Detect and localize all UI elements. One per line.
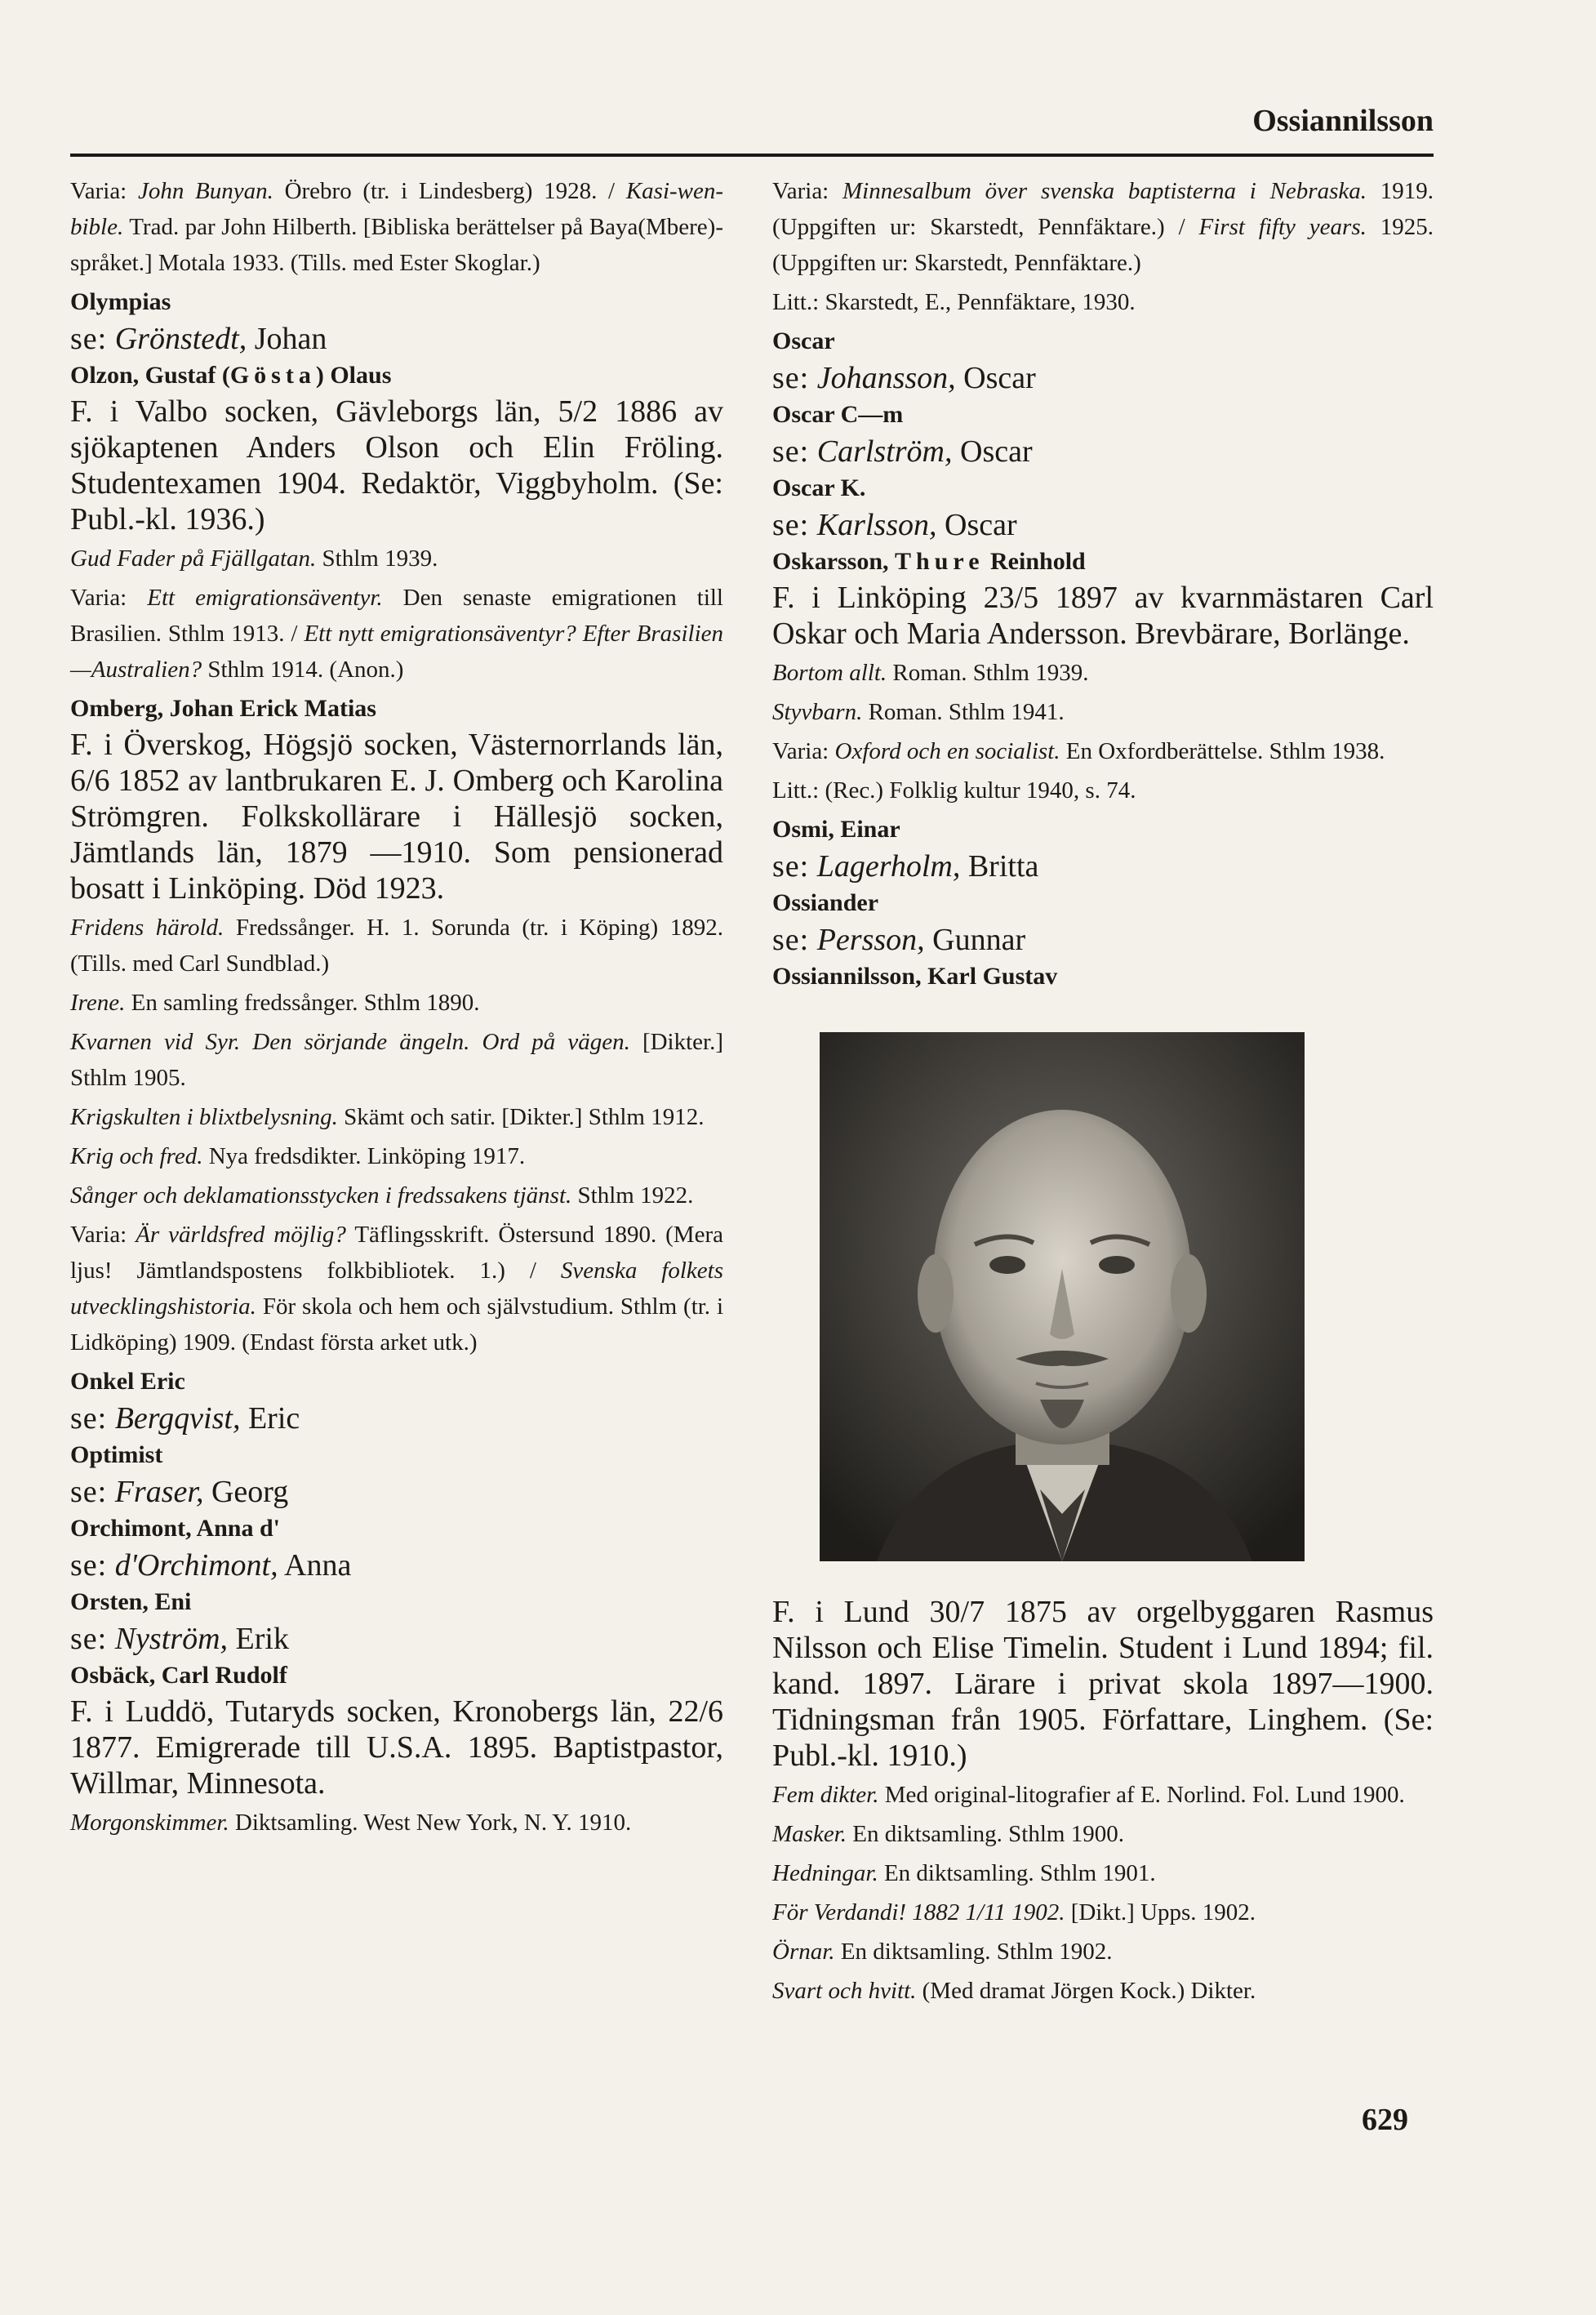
entry-osback-head: Osbäck, Carl Rudolf	[70, 1662, 287, 1689]
entry-omberg-varia: Varia: Är världsfred möjlig? Täflingsskrift. Östersund 1890. (Mera ljus! Jämtlandspostens folkbibliotek. 1.) / Svenska folkets utvecklingshistoria. För skola och hem och självstudium. Sthlm (tr. i Lidköping) 1909. (Endast första arket utk.)	[70, 1222, 724, 1356]
entry-oskarsson-work: Bortom allt. Roman. Sthlm 1939.	[772, 660, 1089, 686]
entry-omberg-head: Omberg, Johan Erick Matias	[70, 695, 376, 722]
entry-olympias-see: se: Grönstedt, Johan	[70, 322, 327, 356]
entry-olzon-varia: Varia: Ett emigrationsäventyr. Den senaste emigrationen till Brasilien. Sthlm 1913. / Ett nytt emigrationsäventyr? Efter Brasilien—Australien? Sthlm 1914. (Anon.)	[70, 585, 724, 683]
entry-oskarsson-bio: F. i Linköping 23/5 1897 av kvarnmästaren Carl Oskar och Maria Andersson. Brevbärare, Borlänge.	[772, 581, 1434, 651]
entry-ossiannilsson-work: Fem dikter. Med original-litografier af E. Norlind. Fol. Lund 1900.	[772, 1782, 1405, 1808]
entry-olzon-head: Olzon, Gustaf (Gösta) Olaus	[70, 362, 392, 389]
entry-oskarsson-head: Oskarsson, Thure Reinhold	[772, 548, 1086, 575]
entry-continued-litt: Litt.: Skarstedt, E., Pennfäktare, 1930.	[772, 289, 1136, 315]
entry-orsten-head: Orsten, Eni	[70, 1588, 192, 1615]
entry-omberg-work: Krigskulten i blixtbelysning. Skämt och satir. [Dikter.] Sthlm 1912.	[70, 1104, 705, 1130]
entry-ossiannilsson-work: Örnar. En diktsamling. Sthlm 1902.	[772, 1939, 1113, 1965]
left-column	[70, 173, 723, 1844]
portrait-photo	[820, 1032, 1305, 1561]
entry-bunyan-works: Varia: John Bunyan. Örebro (tr. i Lindesberg) 1928. / Kasi-wen-bible. Trad. par John Hilberth. [Bibliska berättelser på Baya(Mbere)-språket.] Motala 1933. (Tills. med Ester Skoglar.)	[70, 178, 724, 276]
entry-ossiander-see: se: Persson, Gunnar	[772, 923, 1026, 957]
entry-osmi-head: Osmi, Einar	[772, 816, 900, 843]
entry-onkel-see: se: Bergqvist, Eric	[70, 1401, 300, 1436]
entry-osmi-see: se: Lagerholm, Britta	[772, 849, 1039, 884]
entry-oscar-cm-head: Oscar C—m	[772, 401, 904, 428]
entry-olzon-bio: F. i Valbo socken, Gävleborgs län, 5/2 1886 av sjökaptenen Anders Olson och Elin Fröling. Studentexamen 1904. Redaktör, Viggbyholm. (Se: Publ.-kl. 1936.)	[70, 394, 723, 536]
entry-ossiannilsson-bio: F. i Lund 30/7 1875 av orgelbyggaren Rasmus Nilsson och Elise Timelin. Student i Lund 1894; fil. kand. 1897. Lärare i privat skola 1897—1900. Tidningsman från 1905. Författare, Linghem. (Se: Publ.-kl. 1910.)	[772, 1595, 1434, 1773]
entry-ossiannilsson-work: För Verdandi! 1882 1/11 1902. [Dikt.] Upps. 1902.	[772, 1899, 1256, 1925]
entry-osback-work: Morgonskimmer. Diktsamling. West New York, N. Y. 1910.	[70, 1810, 632, 1836]
entry-oskarsson-work: Styvbarn. Roman. Sthlm 1941.	[772, 699, 1065, 725]
entry-optimist-see: se: Fraser, Georg	[70, 1475, 289, 1509]
entry-ossiannilsson-work: Masker. En diktsamling. Sthlm 1900.	[772, 1821, 1124, 1847]
entry-optimist-head: Optimist	[70, 1441, 163, 1468]
running-header	[70, 103, 1434, 158]
page-number: 629	[1362, 2103, 1408, 2137]
entry-oscar-k-see: se: Karlsson, Oscar	[772, 508, 1017, 542]
entry-oscar-k-head: Oscar K.	[772, 474, 866, 501]
entry-orchimont-head: Orchimont, Anna d'	[70, 1515, 281, 1542]
entry-oscar-see: se: Johansson, Oscar	[772, 361, 1036, 395]
entry-onkel-head: Onkel Eric	[70, 1368, 185, 1395]
right-column	[772, 173, 1434, 2012]
entry-ossiannilsson-work: Hedningar. En diktsamling. Sthlm 1901.	[772, 1860, 1156, 1886]
header-rule	[70, 154, 1434, 157]
running-title: Ossiannilsson	[1252, 104, 1434, 138]
entry-orsten-see: se: Nyström, Erik	[70, 1622, 289, 1656]
entry-olzon-work: Gud Fader på Fjällgatan. Sthlm 1939.	[70, 545, 438, 572]
entry-olympias-head: Olympias	[70, 288, 171, 315]
entry-osback-bio: F. i Luddö, Tutaryds socken, Kronobergs län, 22/6 1877. Emigrerade till U.S.A. 1895. Baptistpastor, Willmar, Minnesota.	[70, 1694, 723, 1801]
entry-ossiander-head: Ossiander	[772, 889, 879, 916]
entry-oscar-cm-see: se: Carlström, Oscar	[772, 434, 1033, 469]
entry-oskarsson-varia: Varia: Oxford och en socialist. En Oxfordberättelse. Sthlm 1938.	[772, 738, 1385, 764]
entry-oscar-head: Oscar	[772, 327, 835, 354]
entry-omberg-work: Fridens härold. Fredssånger. H. 1. Sorunda (tr. i Köping) 1892. (Tills. med Carl Sundblad.)	[70, 915, 723, 977]
entry-omberg-work: Irene. En samling fredssånger. Sthlm 1890.	[70, 990, 480, 1016]
entry-omberg-work: Sånger och deklamationsstycken i fredssakens tjänst. Sthlm 1922.	[70, 1182, 694, 1209]
entry-orchimont-see: se: d'Orchimont, Anna	[70, 1548, 352, 1583]
entry-omberg-work: Kvarnen vid Syr. Den sörjande ängeln. Ord på vägen. [Dikter.] Sthlm 1905.	[70, 1029, 723, 1091]
entry-ossiannilsson-head: Ossiannilsson, Karl Gustav	[772, 963, 1058, 990]
entry-oskarsson-litt: Litt.: (Rec.) Folklig kultur 1940, s. 74.	[772, 777, 1136, 804]
entry-omberg-work: Krig och fred. Nya fredsdikter. Linköping 1917.	[70, 1143, 526, 1169]
entry-omberg-bio: F. i Överskog, Högsjö socken, Västernorrlands län, 6/6 1852 av lantbrukaren E. J. Omberg och Karolina Strömgren. Folkskollärare i Hällesjö socken, Jämtlands län, 1879 —1910. Som pensionerad bosatt i Linköping. Död 1923.	[70, 728, 723, 906]
entry-ossiannilsson-work: Svart och hvitt. (Med dramat Jörgen Kock.) Dikter.	[772, 1978, 1256, 2004]
entry-continued-varia: Varia: Minnesalbum över svenska baptisterna i Nebraska. 1919. (Uppgiften ur: Skarstedt, Pennfäktare.) / First fifty years. 1925. (Uppgiften ur: Skarstedt, Pennfäktare.)	[772, 178, 1434, 276]
